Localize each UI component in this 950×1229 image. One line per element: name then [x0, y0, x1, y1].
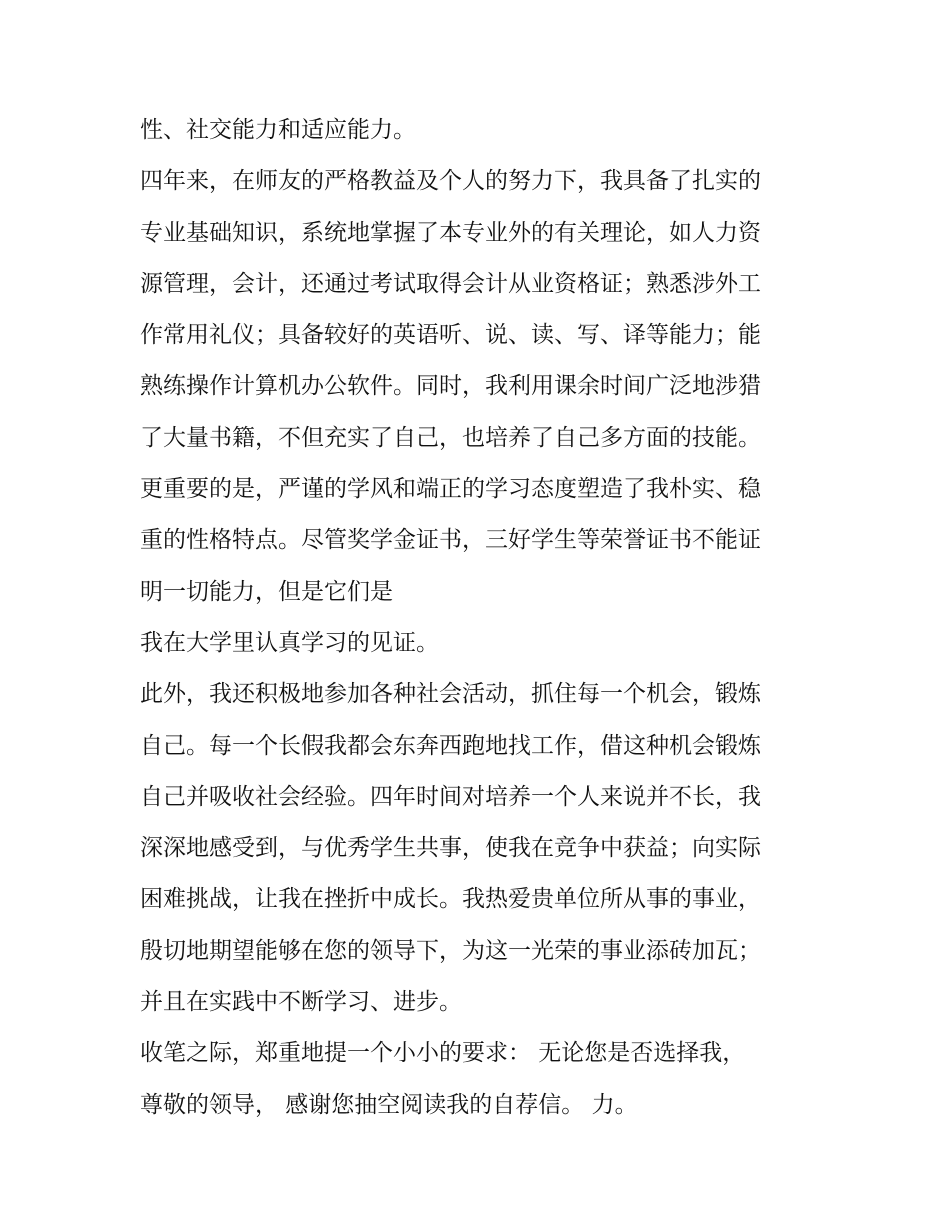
text-line-15: 深深地感受到，与优秀学生共事，使我在竞争中获益；向实际	[140, 835, 761, 862]
text-line-7: 了大量书籍，不但充实了自己，也培养了自己多方面的技能。	[140, 424, 761, 451]
text-line-19: 收笔之际，郑重地提一个小小的要求： 无论您是否选择我，	[140, 1040, 746, 1067]
text-line-13: 自己。每一个长假我都会东奔西跑地找工作，借这种机会锻炼	[140, 732, 761, 759]
text-line-3: 专业基础知识，系统地掌握了本专业外的有关理论，如人力资	[140, 219, 761, 246]
text-line-6: 熟练操作计算机办公软件。同时，我利用课余时间广泛地涉猎	[140, 373, 761, 400]
text-line-16: 困难挑战，让我在挫折中成长。我热爱贵单位所从事的事业，	[140, 886, 761, 913]
text-line-1: 性、社交能力和适应能力。	[140, 117, 416, 143]
document-body	[140, 105, 820, 1131]
text-line-20: 尊敬的领导， 感谢您抽空阅读我的自荐信。 力。	[140, 1091, 638, 1118]
text-line-8: 更重要的是，严谨的学风和端正的学习态度塑造了我朴实、稳	[140, 476, 761, 503]
text-line-17: 殷切地期望能够在您的领导下，为这一光荣的事业添砖加瓦；	[140, 937, 761, 964]
text-line-12: 此外，我还积极地参加各种社会活动，抓住每一个机会，锻炼	[140, 681, 761, 708]
text-line-4: 源管理，会计，还通过考试取得会计从业资格证；熟悉涉外工	[140, 270, 761, 297]
text-line-5: 作常用礼仪；具备较好的英语听、说、读、写、译等能力；能	[140, 322, 761, 349]
text-line-9: 重的性格特点。尽管奖学金证书，三好学生等荣誉证书不能证	[140, 527, 761, 554]
text-line-11: 我在大学里认真学习的见证。	[140, 629, 439, 656]
text-line-10: 明一切能力，但是它们是	[140, 578, 393, 605]
text-line-18: 并且在实践中不断学习、进步。	[140, 989, 462, 1016]
text-line-14: 自己并吸收社会经验。四年时间对培养一个人来说并不长，我	[140, 783, 761, 810]
text-line-2: 四年来，在师友的严格教益及个人的努力下，我具备了扎实的	[140, 168, 761, 195]
